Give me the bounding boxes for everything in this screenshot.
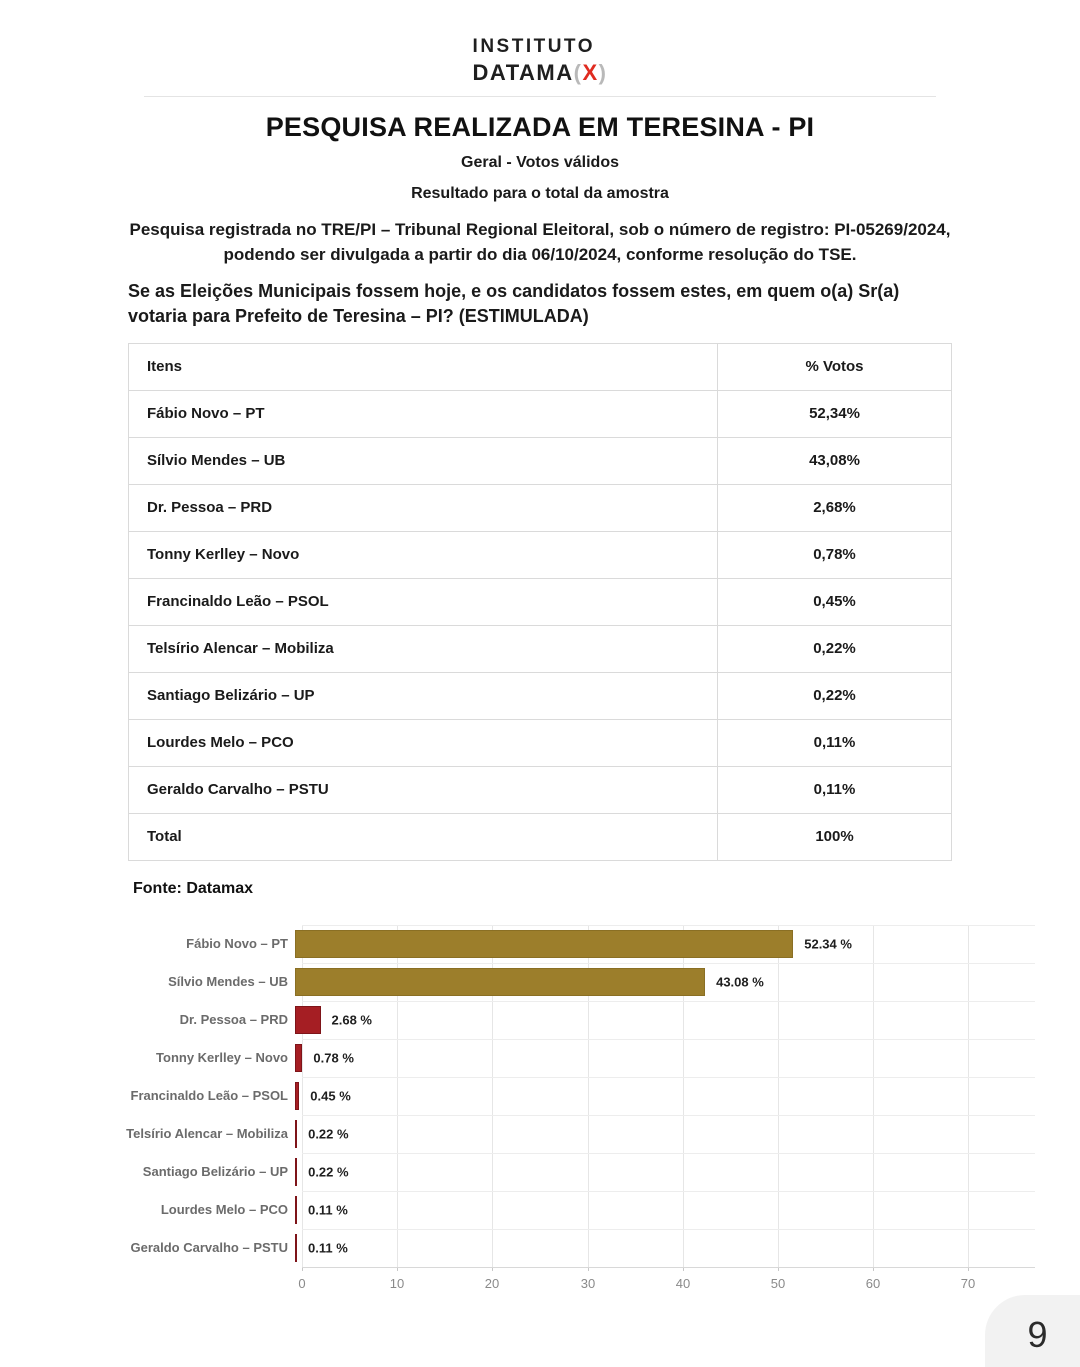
chart-bar — [295, 1234, 297, 1262]
chart-value-label: 0.22 % — [308, 1164, 349, 1180]
page-number: 9 — [1027, 1314, 1048, 1355]
chart-plot-cell — [295, 1001, 1028, 1039]
chart-value-label: 43.08 % — [716, 974, 764, 990]
chart-row — [105, 1191, 1035, 1229]
chart-rows — [105, 925, 1035, 1267]
chart-row — [105, 925, 1035, 963]
institute-logo — [473, 36, 608, 86]
bar-chart — [105, 925, 1035, 1307]
chart-value-label: 0.45 % — [310, 1088, 351, 1104]
chart-bar — [295, 930, 793, 958]
table-row — [129, 719, 952, 766]
vote-percent-cell: 43,08% — [718, 437, 952, 484]
chart-row — [105, 1115, 1035, 1153]
x-axis-tick-label: 0 — [298, 1275, 306, 1291]
table-row — [129, 578, 952, 625]
chart-plot-cell — [295, 1191, 1028, 1229]
subtitle-resultado-amostra: Resultado para o total da amostra — [411, 185, 669, 202]
vote-percent-cell: 0,11% — [718, 719, 952, 766]
vote-percent-cell: 0,45% — [718, 578, 952, 625]
candidate-name-cell: Total — [129, 813, 718, 860]
chart-row — [105, 1039, 1035, 1077]
x-axis-tick-label: 70 — [960, 1275, 976, 1291]
x-axis-tick-label: 40 — [675, 1275, 691, 1291]
registration-note: Pesquisa registrada no TRE/PI – Tribunal Regional Eleitoral, sob o número de registro: PI-05269/2024, podendo ser divulgada a partir do dia 06/10/2024, conforme resolução do TSE. — [129, 220, 951, 264]
candidate-name-cell: Geraldo Carvalho – PSTU — [129, 766, 718, 813]
chart-bar — [295, 1196, 297, 1224]
chart-value-label: 2.68 % — [331, 1012, 372, 1028]
chart-category-label: Francinaldo Leão – PSOL — [130, 1087, 288, 1103]
logo-paren-open: ( — [573, 60, 583, 85]
page-title: PESQUISA REALIZADA EM TERESINA - PI — [265, 112, 815, 142]
chart-category-label: Telsírio Alencar – Mobiliza — [126, 1125, 288, 1141]
candidate-name-cell: Dr. Pessoa – PRD — [129, 484, 718, 531]
candidate-name-cell: Sílvio Mendes – UB — [129, 437, 718, 484]
chart-value-label: 0.11 % — [308, 1240, 348, 1256]
chart-row — [105, 1001, 1035, 1039]
survey-question: Se as Eleições Municipais fossem hoje, e os candidatos fossem estes, em quem o(a) Sr(a) votaria para Prefeito de Teresina – PI? (ESTIMULADA) — [128, 281, 900, 326]
logo-paren-close: ) — [598, 60, 608, 85]
results-table — [128, 343, 952, 861]
table-row — [129, 672, 952, 719]
chart-bar — [295, 1158, 297, 1186]
x-axis-tick-label: 50 — [770, 1275, 786, 1291]
chart-row — [105, 963, 1035, 1001]
candidate-name-cell: Telsírio Alencar – Mobiliza — [129, 625, 718, 672]
chart-row — [105, 1153, 1035, 1191]
table-row — [129, 766, 952, 813]
chart-plot-cell — [295, 925, 1028, 963]
page-number-bubble — [985, 1295, 1080, 1367]
candidate-name-cell: Santiago Belizário – UP — [129, 672, 718, 719]
vote-percent-cell: 100% — [718, 813, 952, 860]
chart-row — [105, 1077, 1035, 1115]
chart-bar — [295, 1044, 302, 1072]
chart-plot-cell — [295, 1229, 1028, 1267]
x-axis-line — [302, 1267, 1035, 1268]
header-divider — [144, 96, 936, 97]
logo-x-letter: X — [582, 60, 599, 85]
x-axis-tick-label: 30 — [580, 1275, 596, 1291]
table-row — [129, 484, 952, 531]
chart-category-label: Lourdes Melo – PCO — [160, 1201, 288, 1217]
chart-category-label: Geraldo Carvalho – PSTU — [130, 1239, 288, 1255]
source-note: Fonte: Datamax — [133, 879, 254, 897]
chart-bar — [295, 1006, 321, 1034]
table-row — [129, 625, 952, 672]
candidate-name-cell: Tonny Kerlley – Novo — [129, 531, 718, 578]
chart-plot-cell — [295, 1115, 1028, 1153]
logo-line-instituto: INSTITUTO — [472, 36, 595, 57]
results-table-body — [129, 390, 952, 860]
x-axis-tick-label: 10 — [389, 1275, 405, 1291]
chart-bar — [295, 1082, 299, 1110]
table-row — [129, 437, 952, 484]
vote-percent-cell: 52,34% — [718, 390, 952, 437]
chart-value-label: 0.22 % — [308, 1126, 349, 1142]
chart-category-label: Tonny Kerlley – Novo — [156, 1049, 288, 1065]
vote-percent-cell: 0,11% — [718, 766, 952, 813]
chart-row — [105, 1229, 1035, 1267]
chart-category-label: Fábio Novo – PT — [186, 935, 288, 951]
candidate-name-cell: Fábio Novo – PT — [129, 390, 718, 437]
chart-value-label: 0.11 % — [308, 1202, 348, 1218]
logo-wrap — [0, 0, 1080, 86]
table-row — [129, 813, 952, 860]
column-header-itens: Itens — [129, 343, 718, 390]
chart-category-label: Santiago Belizário – UP — [142, 1163, 288, 1179]
chart-plot-cell — [295, 1153, 1028, 1191]
chart-value-label: 52.34 % — [804, 936, 852, 952]
chart-bar — [295, 968, 705, 996]
table-header-row — [129, 343, 952, 390]
x-axis-tick-label: 60 — [865, 1275, 881, 1291]
chart-plot-cell — [295, 1039, 1028, 1077]
table-row — [129, 531, 952, 578]
column-header-votos: % Votos — [718, 343, 952, 390]
chart-plot-cell — [295, 1077, 1028, 1115]
chart-plot-cell — [295, 963, 1028, 1001]
chart-category-label: Dr. Pessoa – PRD — [179, 1011, 288, 1027]
logo-brand-text: DATAMA — [472, 60, 574, 85]
vote-percent-cell: 2,68% — [718, 484, 952, 531]
vote-percent-cell: 0,78% — [718, 531, 952, 578]
vote-percent-cell: 0,22% — [718, 625, 952, 672]
logo-line-datamax — [473, 60, 608, 86]
candidate-name-cell: Lourdes Melo – PCO — [129, 719, 718, 766]
table-row — [129, 390, 952, 437]
x-axis-tick-label: 20 — [484, 1275, 500, 1291]
chart-category-label: Sílvio Mendes – UB — [168, 973, 288, 989]
chart-bar — [295, 1120, 297, 1148]
candidate-name-cell: Francinaldo Leão – PSOL — [129, 578, 718, 625]
vote-percent-cell: 0,22% — [718, 672, 952, 719]
subtitle-votos-validos: Geral - Votos válidos — [461, 154, 619, 171]
chart-value-label: 0.78 % — [313, 1050, 354, 1066]
